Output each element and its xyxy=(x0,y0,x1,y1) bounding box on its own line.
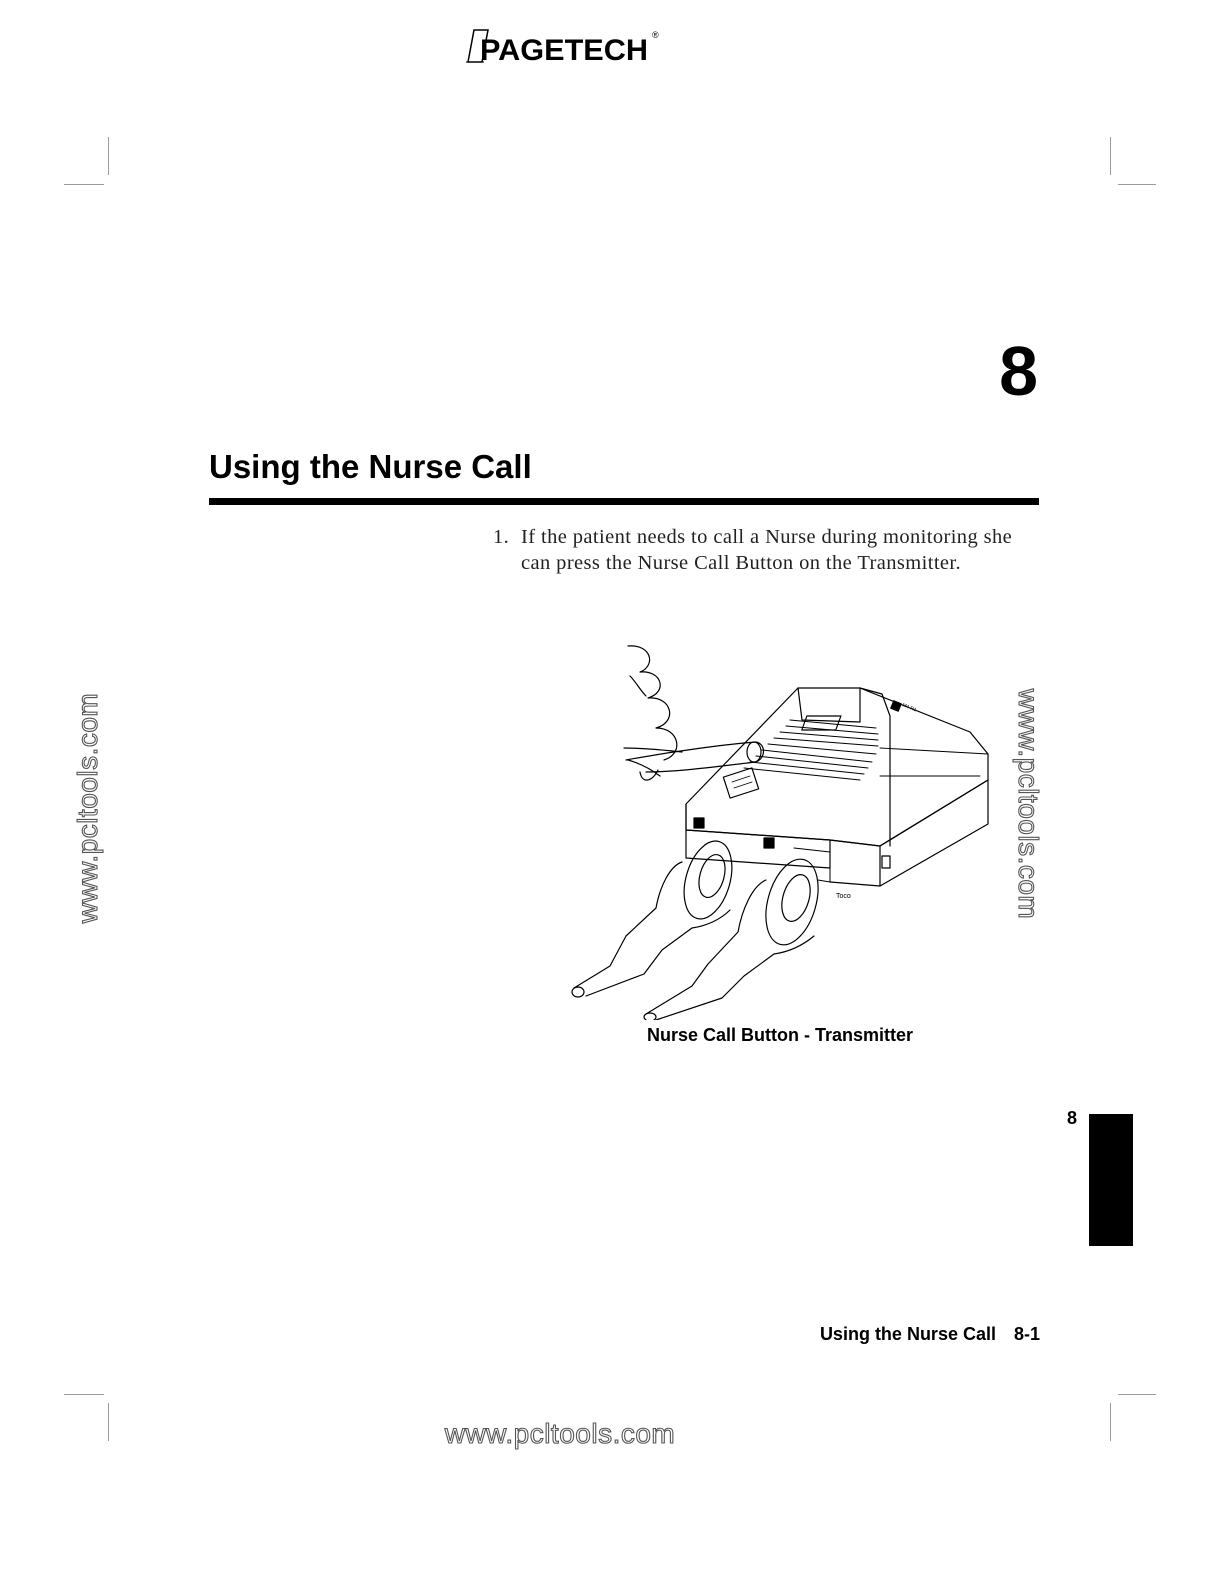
page-footer xyxy=(760,1324,1040,1345)
crop-mark-top-left-v xyxy=(108,137,109,175)
crop-mark-bottom-left-v xyxy=(108,1403,109,1441)
figure-caption: Nurse Call Button - Transmitter xyxy=(646,1025,914,1045)
nurse-call-button xyxy=(723,768,758,798)
step-item xyxy=(488,524,1040,576)
crop-mark-bottom-right-h xyxy=(1118,1394,1156,1395)
hand-fingers xyxy=(624,646,682,780)
title-rule xyxy=(209,498,1039,505)
crop-mark-bottom-left-h xyxy=(64,1394,104,1395)
step-number: 1. xyxy=(493,526,510,548)
model-label: M4 R1 xyxy=(901,702,918,714)
toco-label: Toco xyxy=(836,893,851,900)
thumb-tab xyxy=(1089,1114,1133,1246)
device-front xyxy=(686,804,880,886)
watermark-bottom[interactable]: www.pcltools.com xyxy=(444,1418,676,1449)
crop-mark-top-left-h xyxy=(64,184,104,185)
watermark-left[interactable]: www.pcltools.com xyxy=(72,692,103,924)
footer-page-number: 8-1 xyxy=(1013,1324,1040,1344)
footer-section: Using the Nurse Call xyxy=(819,1324,996,1344)
registered-mark: ® xyxy=(652,30,659,40)
device-top-inner xyxy=(798,688,860,722)
thumb-tab-label: 8 xyxy=(1066,1108,1077,1128)
transmitter-illustration xyxy=(560,636,1004,1020)
watermark-right[interactable]: www.pcltools.com xyxy=(1013,688,1044,920)
step-list xyxy=(488,524,1040,576)
device-top xyxy=(686,688,988,846)
step-text: If the patient needs to call a Nurse during monitoring she can press the Nurse Call Button on the Transmitter. xyxy=(521,526,1013,574)
crop-mark-top-right-h xyxy=(1118,184,1156,185)
logo-text: PAGETECH xyxy=(480,34,648,67)
chapter-number: 8 xyxy=(999,332,1038,410)
crop-mark-bottom-right-v xyxy=(1110,1403,1111,1441)
connector-right xyxy=(644,848,830,1020)
chapter-title: Using the Nurse Call xyxy=(209,448,532,485)
crop-mark-top-right-v xyxy=(1110,137,1111,175)
pagetech-logo xyxy=(462,22,662,70)
